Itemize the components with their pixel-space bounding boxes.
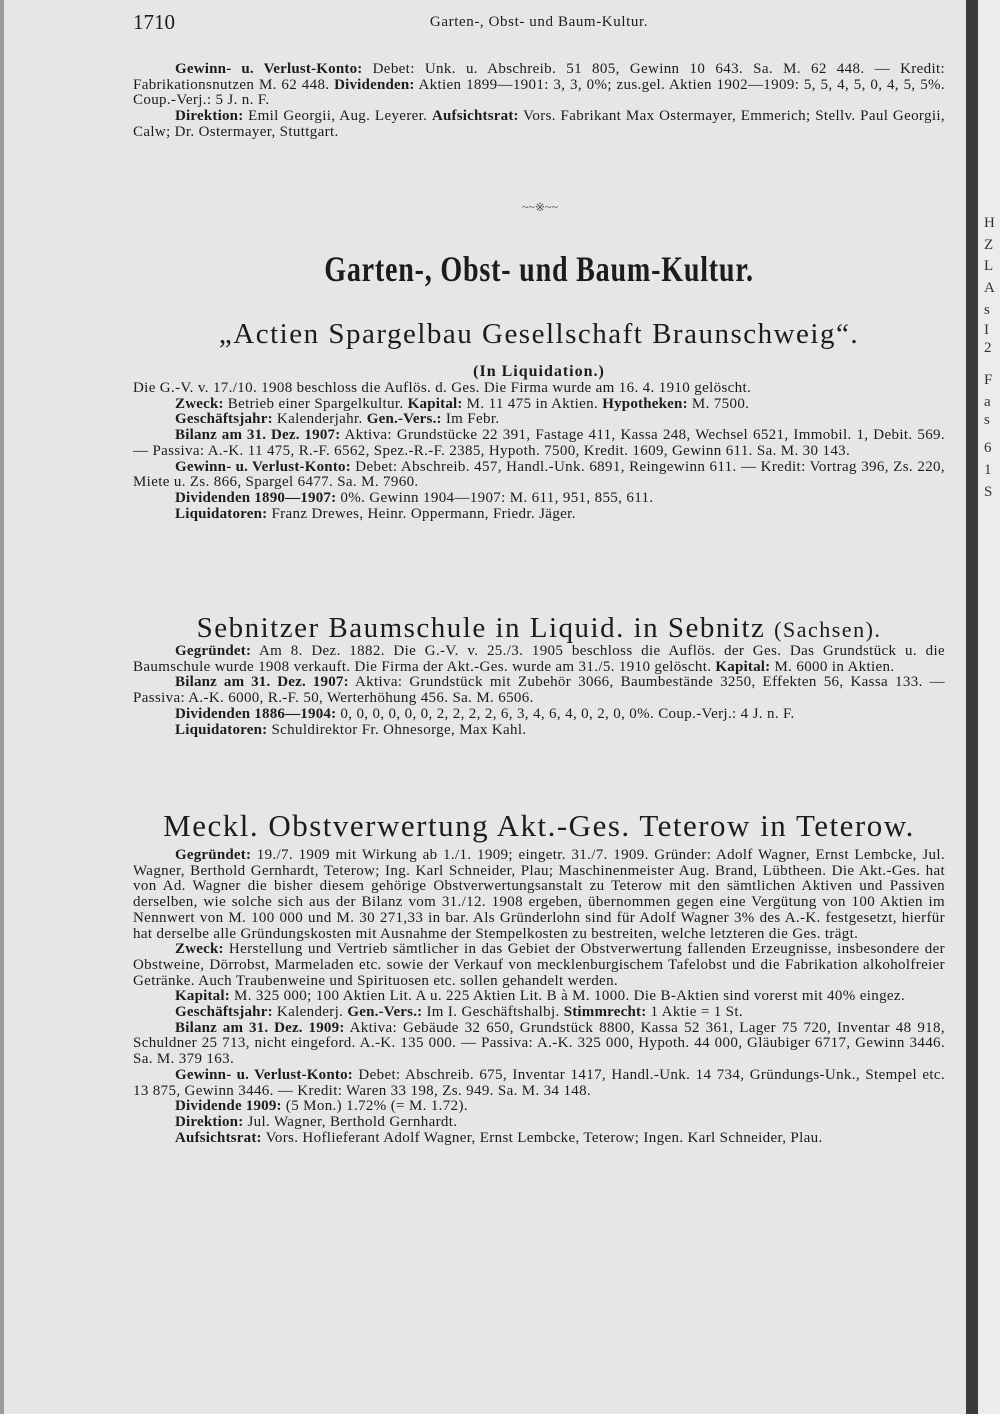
field-label: Liquidatoren: (175, 721, 268, 738)
field-text: 0%. Gewinn 1904—1907: M. 611, 951, 855, 611. (336, 489, 654, 506)
field-label: Gegründet: (175, 847, 252, 863)
next-page-fragment (978, 0, 1000, 1414)
paragraph (133, 989, 945, 1005)
company-title: Meckl. Obstverwertung Akt.-Ges. Teterow in Teterow. (163, 808, 915, 843)
paragraph (133, 109, 945, 140)
field-label: Gewinn- u. Verlust-Konto: (175, 458, 351, 475)
next-page-letter: 2 (984, 340, 992, 356)
ornament-divider: ~~※~~ (521, 200, 559, 214)
field-label: Gen.-Vers.: (366, 411, 442, 428)
company-title-main: Sebnitzer Baumschule in Liquid. in Sebnitz (196, 612, 766, 644)
field-label: Zweck: (175, 395, 224, 412)
paragraph (133, 428, 945, 459)
field-label: Stimmrecht: (563, 1004, 647, 1021)
next-page-letter: s (984, 302, 990, 318)
paragraph (133, 507, 945, 523)
field-label: Dividenden 1890—1907: (175, 489, 337, 506)
page-edge-left (0, 0, 4, 1414)
page-number: 1710 (133, 10, 175, 34)
field-text: Emil Georgii, Aug. Leyerer. (243, 108, 432, 125)
field-label: Hypotheken: (602, 395, 688, 412)
paragraph (133, 1021, 945, 1068)
field-text: Vors. Hoflieferant Adolf Wagner, Ernst Lembcke, Teterow; Ingen. Karl Schneider, Plau. (261, 1129, 823, 1146)
field-label: Aufsichtsrat: (175, 1129, 262, 1146)
field-text: Betrieb einer Spargelkultur. (223, 395, 408, 412)
paragraph (133, 942, 945, 989)
field-label: Kapital: (175, 988, 230, 1005)
field-label: Gewinn- u. Verlust-Konto: (175, 61, 363, 77)
field-text: Am 8. Dez. 1882. Die G.-V. v. 25./3. 1905 beschloss die Auflös. der Ges. Das Grundstück u. die Baumschule wurde 1908 verkauft. Die Firma der Akt.-Ges. wurde am 31./5. 1910 gelöscht. (133, 643, 945, 675)
company-subtitle: (In Liquidation.) (473, 363, 605, 380)
field-text: 0, 0, 0, 0, 0, 0, 2, 2, 2, 2, 6, 3, 4, 6, 4, 0, 2, 0, 0%. Coup.-Verj.: 4 J. n. F. (336, 705, 795, 722)
next-page-letter: 1 (984, 462, 992, 478)
field-label: Liquidatoren: (175, 505, 268, 522)
field-label: Direktion: (175, 1113, 244, 1130)
field-text: Herstellung und Vertrieb sämtlicher in das Gebiet der Obstverwertung fallenden Erzeugnisse, insbesondere der Obstweine, Dörrobst, Marmeladen etc. sowie der Verkauf von mecklenburgischem Tafelobst und die Fabrikation alkoholfreier Getränke. Auch Traubenweine und Spirituosen etc. sollen gehandelt werden. (133, 941, 945, 989)
field-text: Franz Drewes, Heinr. Oppermann, Friedr. Jäger. (267, 505, 576, 522)
paragraph (133, 460, 945, 491)
paragraph (133, 1115, 945, 1131)
paragraph (133, 723, 945, 739)
field-label: Bilanz am 31. Dez. 1909: (175, 1019, 345, 1036)
field-text: Kalenderj. (272, 1004, 348, 1021)
field-text: Debet: Abschreib. 457, Handl.-Unk. 6891, Reingewinn 611. — Kredit: Vortrag 396, Zs. 220, Miete u. Zs. 866, Spargel 6477. Sa. M. 7960. (133, 458, 945, 491)
paragraph (133, 62, 945, 109)
company-entry-sebnitz (133, 644, 945, 738)
paragraph (133, 1068, 945, 1099)
next-page-letter: L (984, 258, 994, 274)
next-page-letter: s (984, 412, 990, 428)
running-head: Garten-, Obst- und Baum-Kultur. (429, 14, 649, 30)
field-text: Schuldirektor Fr. Ohnesorge, Max Kahl. (267, 721, 527, 738)
field-label: Dividende 1909: (175, 1098, 282, 1115)
paragraph (133, 1099, 945, 1115)
field-label: Gegründet: (175, 643, 252, 659)
paragraph (133, 381, 945, 397)
section-top (133, 62, 945, 141)
field-text: Aktiva: Grundstück mit Zubehör 3066, Baumbestände 3250, Effekten 56, Kassa 133. — Passiva: A.-K. 6000, R.-F. 50, Werterhöhung 456. Sa. M. 6506. (133, 674, 945, 707)
field-label: Aufsichtsrat: (431, 108, 519, 125)
company-entry-teterow (133, 848, 945, 1146)
company-entry-spargelbau (133, 381, 945, 522)
next-page-letter: I (984, 322, 989, 338)
field-label: Geschäftsjahr: (175, 1004, 273, 1021)
field-text: M. 11 475 in Aktien. (462, 395, 603, 412)
next-page-letter: H (984, 215, 995, 231)
field-text: M. 325 000; 100 Aktien Lit. A u. 225 Aktien Lit. B à M. 1000. Die B-Aktien sind vorerst mit 40% eingez. (229, 988, 906, 1005)
field-text: Im I. Geschäftshalbj. (422, 1004, 564, 1021)
field-label: Geschäftsjahr: (175, 411, 273, 428)
field-text: (5 Mon.) 1.72% (= M. 1.72). (281, 1098, 468, 1115)
next-page-letter: F (984, 372, 993, 388)
field-label: Direktion: (175, 108, 244, 125)
field-text: 1 Aktie = 1 St. (646, 1004, 743, 1021)
field-text: Aktien 1899—1901: 3, 3, 0%; zus.gel. Aktien 1902—1909: 5, 5, 4, 5, 0, 4, 5, 5%. Coup.-Verj.: 5 J. n. F. (133, 76, 945, 109)
paragraph (133, 644, 945, 675)
company-title (133, 612, 945, 645)
field-text: Kalenderjahr. (272, 411, 367, 428)
paragraph (133, 1005, 945, 1021)
field-text: 19./7. 1909 mit Wirkung ab 1./1. 1909; eingetr. 31./7. 1909. Gründer: Adolf Wagner, Ernst Lembcke, Jul. Wagner, Berthold Gernhardt, Teterow; Ing. Karl Schneider, Plau; Maschinenmeister Aug. Brand, Lübtheen. Die Akt.-Ges. hat von Ad. Wagner die bisher diesem gehörige Obstverwertungsanstalt zu Teterow mit den sämtlichen Aktiven und Passiven derselben, wie solche sich aus der Bilanz vom 31./12. 1908 ergeben, übernommen gegen eine Vergütung von 100 Aktien im Nennwert von M. 100 000 und M. 30 271,33 in bar. Als Gründerlohn sind für Adolf Wagner 3% des A.-K. festgesetzt, hierfür hat derselbe alle Gründungskosten mit Ausnahme der Stempelkosten zu bestreiten, welche letzteren die Ges. trägt. (133, 847, 945, 942)
field-text: Aktiva: Gebäude 32 650, Grundstück 8800, Kassa 52 361, Lager 75 720, Inventar 48 918, Schuldner 25 713, nicht eingeford. A.-K. 135 000. — Passiva: A.-K. 325 000, Hypoth. 44 000, Gläubiger 6717, Gewinn 3446. Sa. M. 379 163. (133, 1019, 945, 1068)
field-label: Bilanz am 31. Dez. 1907: (175, 427, 341, 444)
field-label: Gewinn- u. Verlust-Konto: (175, 1066, 354, 1083)
field-text: Die G.-V. v. 17./10. 1908 beschloss die Auflös. d. Ges. Die Firma wurde am 16. 4. 1910 gelöscht. (133, 380, 752, 396)
paragraph (133, 675, 945, 706)
field-label: Bilanz am 31. Dez. 1907: (175, 674, 349, 691)
next-page-letter: 6 (984, 440, 992, 456)
paragraph (133, 1131, 945, 1147)
paragraph (133, 491, 945, 507)
field-label: Gen.-Vers.: (347, 1004, 423, 1021)
next-page-letter: Z (984, 237, 994, 253)
field-text: Im Febr. (441, 411, 500, 428)
company-title-suffix: (Sachsen). (774, 617, 882, 642)
field-text: Debet: Unk. u. Abschreib. 51 805, Gewinn 10 643. Sa. M. 62 448. — Kredit: Fabrikationsnutzen M. 62 448. (133, 61, 946, 93)
paragraph (133, 397, 945, 413)
next-page-letter: S (984, 484, 993, 500)
paragraph (133, 707, 945, 723)
field-text: Jul. Wagner, Berthold Gernhardt. (243, 1113, 458, 1130)
field-label: Kapital: (715, 658, 771, 675)
section-title: Garten-, Obst- und Baum-Kultur. (324, 249, 754, 289)
next-page-letter: a (984, 394, 991, 410)
paragraph (133, 848, 945, 942)
field-label: Dividenden 1886—1904: (175, 705, 337, 722)
field-label: Kapital: (407, 395, 463, 412)
field-text: M. 7500. (687, 395, 750, 412)
binding-gutter (966, 0, 978, 1414)
paragraph (133, 412, 945, 428)
field-text: Debet: Abschreib. 675, Inventar 1417, Handl.-Unk. 14 734, Gründungs-Unk., Stempel etc. 13 875, Gewinn 3446. — Kredit: Waren 33 198, Zs. 949. Sa. M. 34 148. (133, 1066, 945, 1099)
next-page-letter: A (984, 280, 995, 296)
page-header (133, 10, 945, 32)
field-text: Aktiva: Grundstücke 22 391, Fastage 411, Kassa 248, Wechsel 6521, Immobil. 1, Debit. 569. — Passiva: A.-K. 11 475, R.-F. 6562, Spez.-R.-F. 2385, Hypoth. 7500, Kredit. 1609, Gewinn 611. Sa. M. 30 143. (133, 427, 946, 459)
field-text: Vors. Fabrikant Max Ostermayer, Emmerich; Stellv. Paul Georgii, Calw; Dr. Ostermayer, Stuttgart. (133, 108, 945, 140)
field-label: Zweck: (175, 941, 224, 958)
field-text: M. 6000 in Aktien. (770, 658, 895, 675)
company-title: „Actien Spargelbau Gesellschaft Braunschweig“. (218, 318, 860, 350)
field-label: Dividenden: (334, 76, 415, 93)
